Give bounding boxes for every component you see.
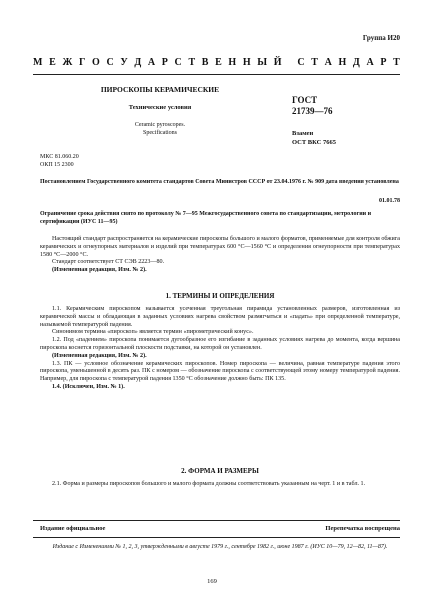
banner-letter: А [324, 57, 332, 68]
introduction-date: 01.01.78 [379, 198, 400, 204]
mks-code: МКС 81.060.20 [40, 154, 79, 160]
banner-letter: Н [228, 57, 237, 68]
clause-1-3: 1.3. ПК — условное обозначение керамических пироскопов. Номер пироскопа — величина, равная температуре падения этого пироскопа, уменьшенной в десять раз. ПК с номером — обозначение пироскопа с соответствующей этому номеру температурой падения. Например, для пироскопа с температурой падения 1350 °С обозначение должно быть: ПК 135. [40, 360, 400, 383]
banner-letter [288, 57, 291, 68]
section-2-body [40, 481, 400, 489]
banner-letter: Е [49, 57, 56, 68]
banner-letter: С [174, 57, 182, 68]
english-title-line-1: Ceramic pyroscopes. [134, 122, 186, 128]
edit-note-1: (Измененная редакция, Изм. № 2). [52, 267, 147, 274]
banner-letter: С [297, 57, 305, 68]
banner-letter: Е [215, 57, 222, 68]
banner-letter: Ж [62, 57, 73, 68]
banner-letter: Н [338, 57, 347, 68]
replaces-code: ОСТ ВКС 7665 [292, 139, 336, 146]
document-subtitle: Технические условия [128, 104, 192, 111]
banner-letter: А [366, 57, 374, 68]
banner-letter: Д [352, 57, 360, 68]
validity-limit-text: Ограничение срока действия снято по протоколу № 7—95 Межгосударственного совета по стандартизации, метрологии и сертификации (ИУС 11—95) [40, 211, 372, 225]
banner-letter: Й [273, 57, 282, 68]
banner-letter: Т [311, 57, 318, 68]
reprint-prohibited-label: Перепечатка воспрещена [325, 525, 400, 532]
banner-letter: О [92, 57, 100, 68]
section-2-heading: 2. ФОРМА И РАЗМЕРЫ [181, 467, 259, 475]
banner-letter: Р [380, 57, 387, 68]
english-title [60, 121, 260, 137]
gost-code: 21739—76 [292, 106, 333, 116]
banner-letter: Р [161, 57, 168, 68]
banner-letter: С [106, 57, 114, 68]
english-title-line-2: Specifications [143, 130, 177, 136]
banner-letter: Т [188, 57, 196, 68]
group-label: Группа И20 [362, 34, 400, 42]
clause-1-2: 1.2. Под «падением» пироскопа понимается дугообразное его изгибание в заданных условиях нагрева до момента, когда вершина пироскопа коснется горизонтальной плоскости подставки, на которой он установлен. [40, 337, 400, 351]
section-1-body [40, 306, 400, 392]
classification-codes [40, 154, 79, 169]
sev-paragraph: Стандарт соответствует СТ СЭВ 2223—80. [52, 259, 165, 266]
banner-letter: М [33, 57, 43, 68]
banner-letter: Г [78, 57, 86, 68]
okp-code: ОКП 15 2300 [40, 161, 74, 168]
decree-text: Постановлением Государственного комитета стандартов Совета Министров СССР от 23.04.1976 г. № 909 дата введения установлена [40, 179, 399, 185]
clause-1-1-synonym: Синонимом термина «пироскоп» является термин «пирометрический конус». [52, 329, 254, 336]
replaces-block [292, 129, 402, 147]
clause-1-4: 1.4. (Исключен, Изм. № 1). [52, 383, 125, 390]
section-1-heading: 1. ТЕРМИНЫ И ОПРЕДЕЛЕНИЯ [165, 292, 275, 300]
gost-label: ГОСТ [292, 95, 318, 105]
banner-letter: В [201, 57, 209, 68]
official-edition-label: Издание официальное [40, 525, 106, 532]
replaces-label: Взамен [292, 130, 314, 137]
banner-letter: Н [242, 57, 251, 68]
clause-1-1: 1.1. Керамическим пироскопом называется усеченная треугольная пирамида установленных размеров, изготовленная из керамической массы и обладающая в заданных условиях нагрева свойством размягчаться и «падать» при определенной температуре, называемой температурой падения. [40, 306, 400, 328]
standard-banner [33, 57, 400, 68]
footer-rule [33, 520, 400, 521]
banner-letter: Д [134, 57, 142, 68]
gost-number [292, 95, 402, 117]
footer-rule-2 [33, 537, 400, 538]
clause-2-1: 2.1. Форма и размеры пироскопов большого и малого формата должны соответствовать указанным на черт. 1 и в табл. 1. [52, 481, 366, 487]
banner-letter: У [120, 57, 128, 68]
top-rule [33, 74, 400, 75]
page-number: 169 [207, 578, 217, 585]
intro-paragraph: Настоящий стандарт распространяется на керамические пироскопы большого и малого форматов, применяемые для контроля обжига керамических и огнеупорных материалов и изделий при температурах 600 °С—1560 °С и определения огнеупорности при температурах 1580 °С—2000 °С. [40, 236, 400, 258]
edition-note: Издание с Изменениями № 1, 2, 3, утвержденными в августе 1979 г., сентябре 1982 г., июне 1987 г. (ИУС 10—79, 12—82, 11—87). [52, 544, 388, 550]
document-title: ПИРОСКОПЫ КЕРАМИЧЕСКИЕ [100, 85, 220, 94]
intro-section [40, 236, 400, 275]
banner-letter: А [147, 57, 156, 68]
banner-letter: Т [393, 57, 400, 68]
banner-letter: Ы [257, 57, 268, 68]
edit-note-2: (Измененная редакция, Изм. № 2). [52, 352, 147, 359]
